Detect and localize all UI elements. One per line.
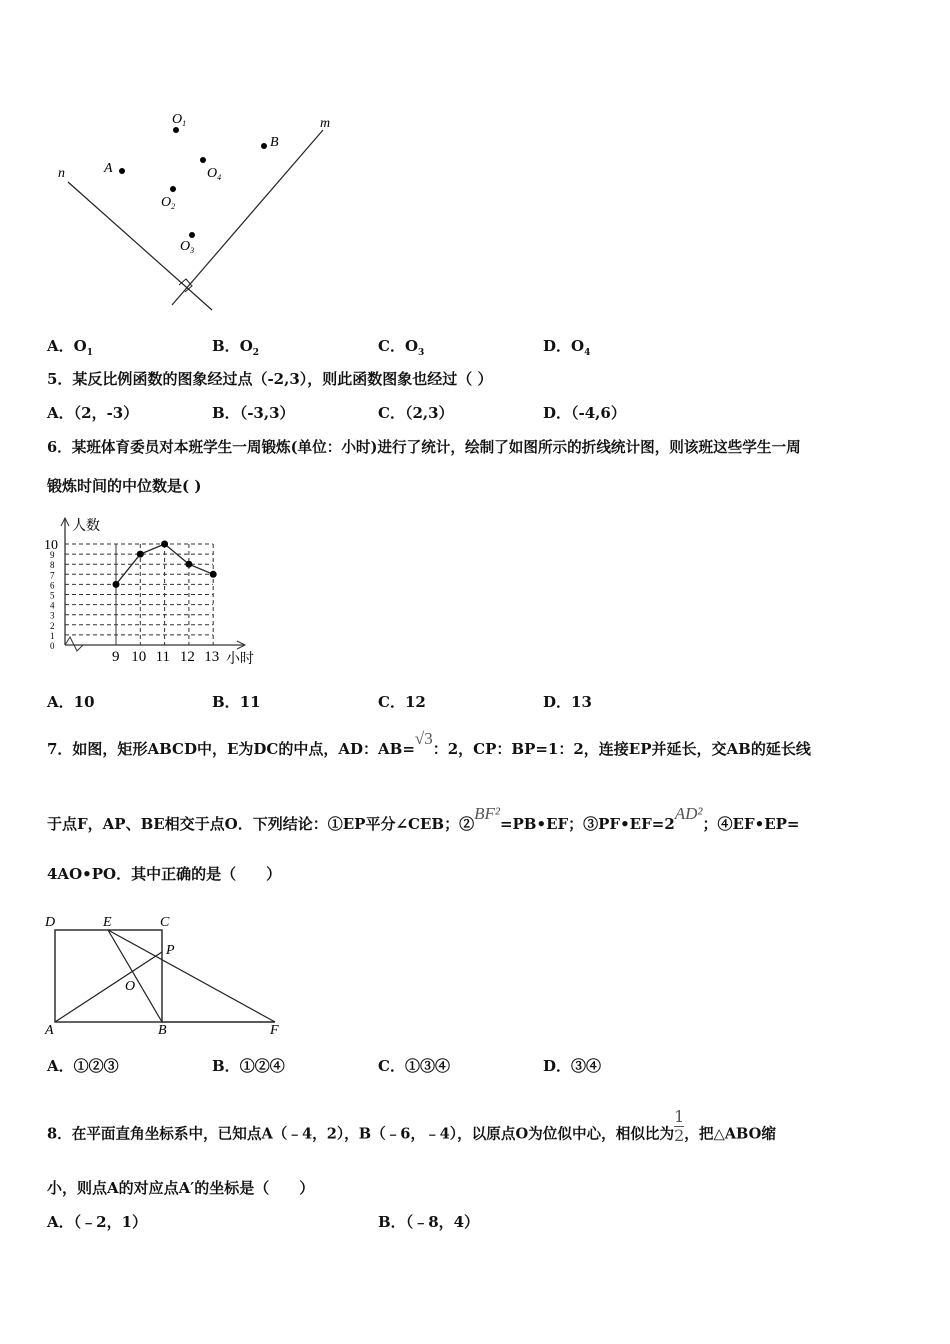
label-f: F [270,1023,279,1038]
y-tick-label: 2 [50,620,55,631]
y-tick-label: 6 [50,580,55,591]
x-tick-label: 9 [112,649,120,665]
label-a: A [45,1023,54,1038]
label-m: m [320,116,331,131]
y-tick-label: 5 [50,590,55,601]
x-tick-label: 13 [204,649,220,665]
label-e: E [103,915,112,930]
q8-stem-line2: 小，则点A的对应点A′的坐标是（ ） [47,1179,315,1197]
q4-option-b[interactable]: B．$O_2$ [212,337,260,358]
y-tick-label: 9 [50,550,55,561]
x-tick-label: 10 [131,649,147,665]
q7-option-d[interactable]: D．③④ [543,1057,602,1075]
label-b: B [158,1023,167,1038]
q7-option-c[interactable]: C．①③④ [378,1057,450,1075]
q6-option-a[interactable]: A．10 [47,693,95,711]
label-c: C [160,915,170,930]
label-a: A [104,161,113,176]
q4-option-a[interactable]: A．$O_1$ [47,337,93,358]
y-tick-label: 8 [50,560,55,571]
q4-option-c[interactable]: C．$O_3$ [378,337,425,358]
y-tick-label: 7 [50,570,55,581]
label-b: B [270,135,279,150]
q6-option-b[interactable]: B．11 [212,693,261,711]
q7-stem-line3: 4AO•PO．其中正确的是（ ） [47,865,282,883]
y-tick-label: 1 [50,630,55,641]
y-tick-label: 3 [50,610,55,621]
q5-option-c[interactable]: C．（2,3） [378,404,454,422]
q6-option-d[interactable]: D．13 [543,693,592,711]
y-axis-label: 人数 [72,518,100,534]
label-d: D [45,915,56,930]
y-tick-label: 4 [50,600,55,611]
q8-option-a[interactable]: A．（﹣2，1） [47,1213,148,1231]
label-o1: $O_1$ [172,112,187,128]
q6-stem-line2: 锻炼时间的中位数是( ) [47,477,202,495]
segment-eb [108,930,162,1022]
q7-option-a[interactable]: A．①②③ [47,1057,119,1075]
label-o2: $O_2$ [161,195,176,211]
q6-option-c[interactable]: C．12 [378,693,426,711]
q7-option-b[interactable]: B．①②④ [212,1057,285,1075]
q5-option-d[interactable]: D．（-4,6） [543,404,626,422]
q7-stem-line1: 7．如图，矩形ABCD中，E为DC的中点，AD：AB=√3：2，CP：BP=1：2，连接EP并延长，交AB的延长线 [47,729,811,758]
label-o4: $O_4$ [207,166,222,182]
label-o: O [125,979,136,994]
x-tick-label: 11 [155,649,171,665]
segment-ef [108,930,275,1022]
q5-stem: 5．某反比例函数的图象经过点（-2,3），则此函数图象也经过（ ） [47,370,493,388]
q8-stem-line1: 8．在平面直角坐标系中，已知点A（﹣4，2），B（﹣6，﹣4），以原点O为位似中心，相似比为 $\frac{1}{2}$ ，把△ABO缩 [47,1107,776,1145]
q4-option-d[interactable]: D．$O_4$ [543,337,591,358]
rectangle-abcd [55,930,162,1022]
q5-option-b[interactable]: B．（-3,3） [212,404,295,422]
label-n: n [58,166,65,181]
label-o3: $O_3$ [180,239,195,255]
x-axis-label: 小时 [226,651,254,667]
y-tick-label: 10 [44,538,58,553]
q8-option-b[interactable]: B．（﹣8，4） [378,1213,480,1231]
segment-ap [55,952,162,1022]
y-tick-label: 0 [50,641,55,651]
x-tick-label: 12 [179,649,195,665]
label-p: P [166,943,175,958]
q5-option-a[interactable]: A．（2，-3） [47,404,139,422]
q6-stem-line1: 6．某班体育委员对本班学生一周锻炼(单位：小时)进行了统计，绘制了如图所示的折线统计图，则该班这些学生一周 [47,439,801,456]
fraction-one-half: $\frac{1}{2}$ [674,1107,685,1145]
q7-stem-line2: 于点F，AP、BE相交于点O．下列结论：①EP平分∠CEB；②BF²=PB•EF；③PF•EF=2AD²；④EF•EP= [47,804,800,833]
